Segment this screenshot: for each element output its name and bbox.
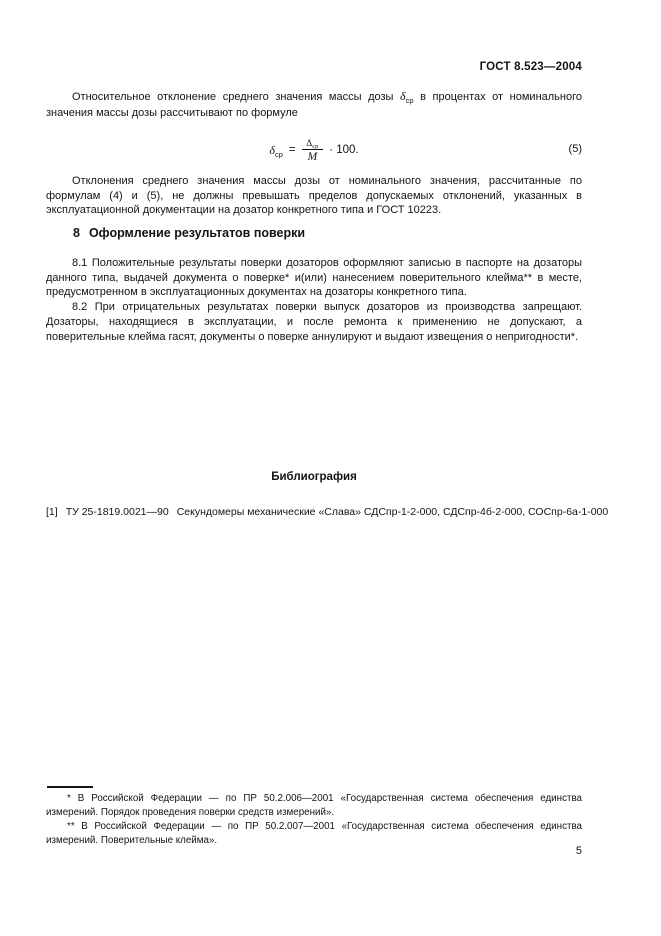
formula-tail: · 100. — [329, 144, 359, 156]
paragraph-intro-text-after: в процентах от номинального значения массы дозы рассчитывают по формуле — [46, 91, 582, 119]
bibliography-entry — [46, 506, 609, 518]
paragraph-intro-text-before: Относительное отклонение среднего значения массы дозы — [72, 91, 401, 103]
formula-lhs — [269, 143, 283, 158]
fraction — [302, 138, 324, 163]
delta-symbol-subscript: ср — [405, 96, 414, 105]
section-heading — [46, 226, 609, 240]
section-title: Оформление результатов поверки — [88, 226, 306, 240]
document-code: ГОСТ 8.523—2004 — [479, 61, 582, 73]
formula — [46, 131, 582, 169]
footnote-divider — [47, 786, 93, 788]
page-number: 5 — [575, 845, 582, 857]
section-body — [46, 256, 582, 344]
fraction-denominator: M — [302, 149, 324, 163]
delta-symbol: δ — [400, 89, 406, 103]
equals-sign: = — [288, 144, 296, 156]
clause-8-1: 8.1 Положительные результаты поверки дозаторов оформляют записью в паспорте на дозаторы данного типа, выдачей документа о поверке* и(или) нанесением поверительного клейма** в месте, предусмотренном в эксплуатационных документах на дозаторы конкретного типа. — [46, 257, 582, 299]
fraction-numerator-symbol: Δ — [306, 137, 313, 148]
footnote-1: * В Российской Федерации — по ПР 50.2.006—2001 «Государственная система обеспечения единства измерений. Порядок проведения поверки средств измерений». — [46, 793, 582, 818]
formula-lhs-symbol: δ — [269, 142, 275, 157]
paragraph-intro — [46, 89, 582, 120]
formula-number: (5) — [568, 143, 582, 155]
footnotes — [46, 792, 582, 848]
clause-8-2: 8.2 При отрицательных результатах поверки выпуск дозаторов из производства запрещают. Дозаторы, находящиеся в эксплуатации, и после ремонта к применению не допускают, а поверительные клейма гасят, документы о поверке аннулируют и выдают извещения о непригодности*. — [46, 301, 582, 343]
bibliography-entry-text: Секундомеры механические «Слава» СДСпр-1-2-000, СДСпр-4б-2-000, СОСпр-6а-1-000 — [176, 506, 609, 518]
bibliography-entry-designation: ТУ 25-1819.0021—90 — [65, 506, 169, 518]
footnote-2: ** В Российской Федерации — по ПР 50.2.007—2001 «Государственная система обеспечения единства измерений. Поверительные клейма». — [46, 820, 582, 846]
section-number: 8 — [73, 226, 80, 240]
paragraph-deviations: Отклонения среднего значения массы дозы от номинального значения, рассчитанные по формулам (4) и (5), не должны превышать пределов допускаемых отклонений, указанных в эксплуатационной документации на дозатор конкретного типа и ГОСТ 10223. — [46, 175, 582, 217]
bibliography-entry-ref: [1] — [46, 506, 58, 518]
fraction-numerator-subscript: ср — [312, 142, 319, 150]
bibliography-title: Библиография — [271, 471, 357, 483]
fraction-numerator — [303, 138, 321, 149]
formula-lhs-subscript: ср — [274, 149, 283, 159]
